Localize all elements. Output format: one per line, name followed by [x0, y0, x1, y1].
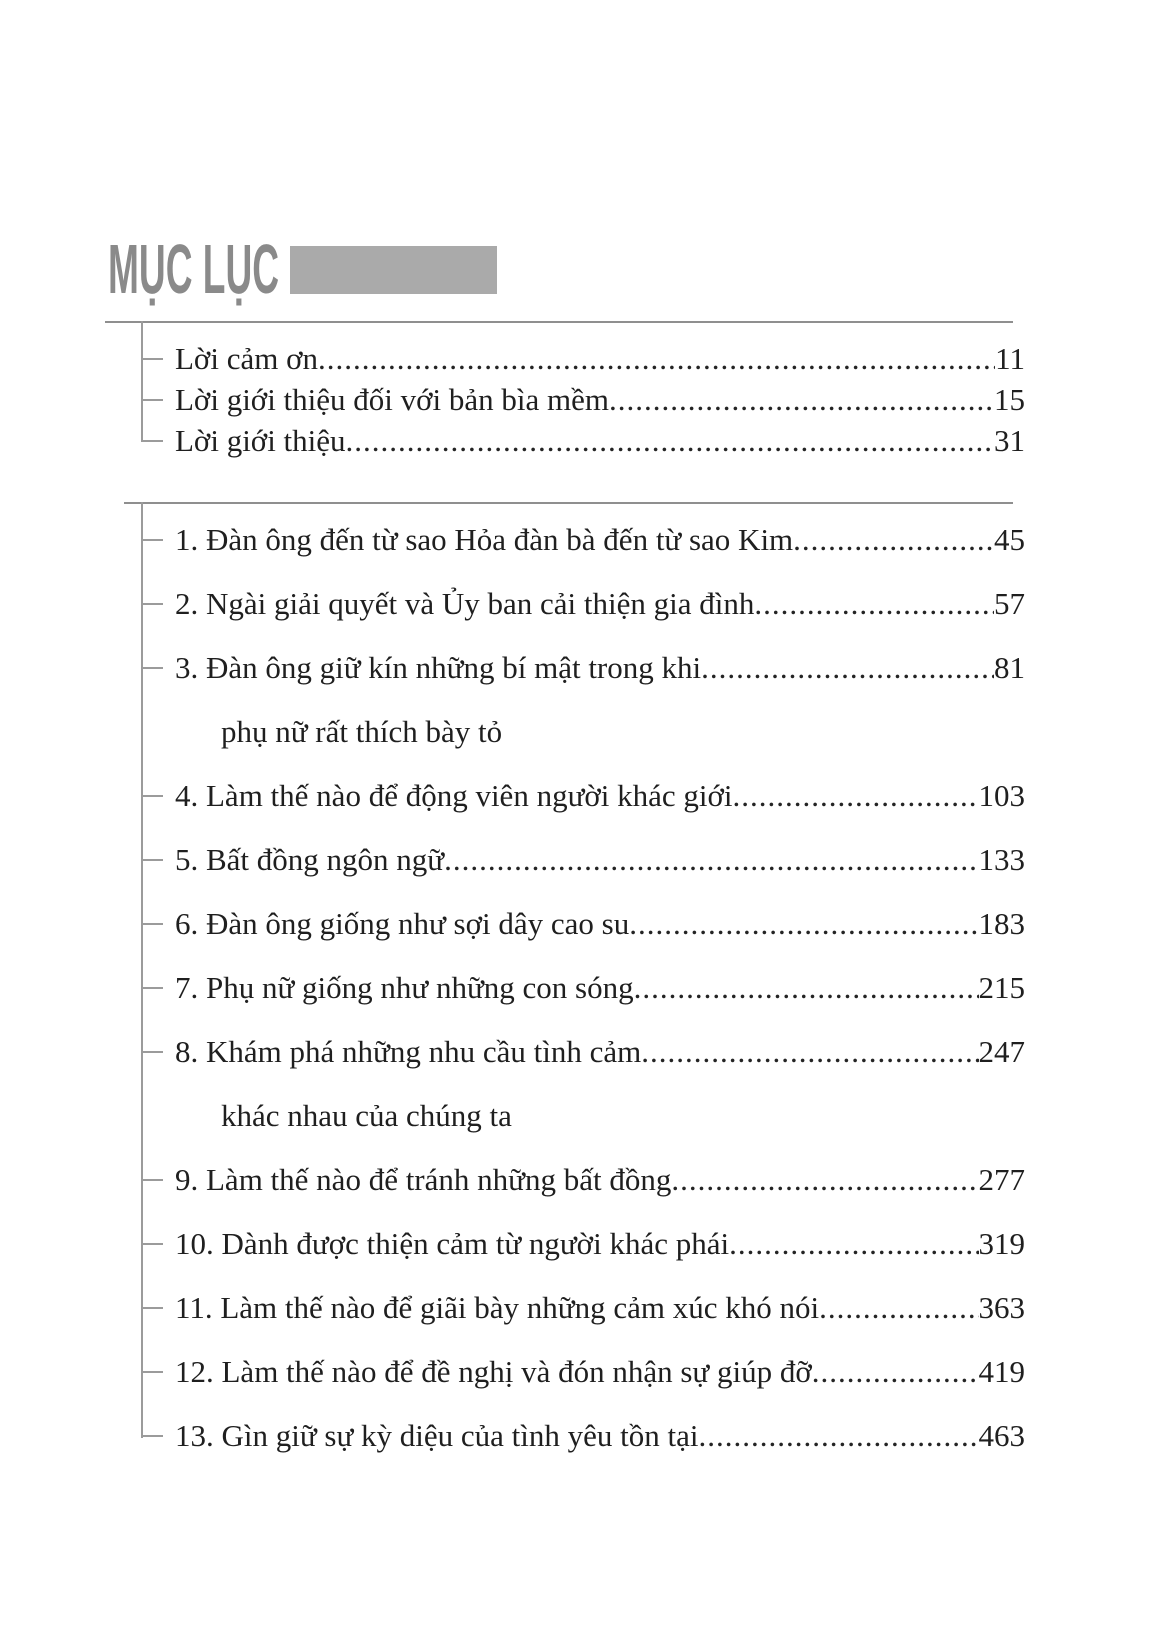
toc-entry-label: 12. Làm thế nào để đề nghị và đón nhận sự giúp đỡ — [175, 1354, 812, 1389]
page-number: 11 — [995, 341, 1025, 376]
toc-entry — [141, 1020, 1025, 1084]
dot-leader — [819, 1276, 978, 1340]
bracket-tick — [141, 603, 163, 605]
page-number: 57 — [994, 586, 1025, 621]
dot-leader — [318, 338, 995, 379]
toc-entry — [141, 956, 1025, 1020]
toc-entry — [141, 828, 1025, 892]
bracket-tick — [141, 1243, 163, 1245]
bracket-tick — [141, 358, 163, 360]
page-number: 133 — [978, 842, 1025, 877]
toc-entry-label: Lời giới thiệu — [175, 423, 346, 458]
dot-leader — [754, 572, 994, 636]
dot-leader — [629, 892, 978, 956]
dot-leader — [671, 1148, 978, 1212]
toc-entry-label: 3. Đàn ông giữ kín những bí mật trong khi — [175, 650, 702, 685]
toc-entry — [141, 636, 1025, 700]
toc-entry-label: 7. Phụ nữ giống như những con sóng — [175, 970, 634, 1005]
dot-leader — [444, 828, 978, 892]
page-number: 103 — [978, 778, 1025, 813]
dot-leader — [634, 956, 979, 1020]
bracket-tick — [141, 923, 163, 925]
divider-line-chapters — [124, 502, 1013, 504]
bracket-tick — [141, 539, 163, 541]
title-decoration-bar — [290, 246, 497, 294]
dot-leader — [793, 508, 994, 572]
toc-entry-continuation — [141, 700, 1025, 764]
front-matter-list — [141, 338, 1025, 461]
bracket-tick — [141, 399, 163, 401]
bracket-tick — [141, 987, 163, 989]
toc-entry-label: 5. Bất đồng ngôn ngữ — [175, 842, 445, 877]
toc-entry — [141, 764, 1025, 828]
bracket-tick — [141, 667, 163, 669]
page-number: 247 — [978, 1034, 1025, 1069]
page-number: 419 — [978, 1354, 1025, 1389]
bracket-tick — [141, 1435, 163, 1437]
bracket-tick — [141, 1179, 163, 1181]
dot-leader — [729, 1212, 978, 1276]
toc-entry-label: 11. Làm thế nào để giãi bày những cảm xúc khó nói — [175, 1290, 820, 1325]
page-number: 463 — [978, 1418, 1025, 1453]
dot-leader — [701, 636, 994, 700]
bracket-tick — [141, 1051, 163, 1053]
toc-entry — [141, 1148, 1025, 1212]
bracket-tick — [141, 440, 163, 442]
toc-entry — [141, 1276, 1025, 1340]
dot-leader — [641, 1020, 978, 1084]
toc-entry — [141, 1212, 1025, 1276]
page-number: 215 — [978, 970, 1025, 1005]
toc-entry-label: 10. Dành được thiện cảm từ người khác phái — [175, 1226, 730, 1261]
toc-entry — [141, 1404, 1025, 1468]
dot-leader — [346, 420, 994, 461]
page-number: 15 — [994, 382, 1025, 417]
toc-entry-continuation — [141, 1084, 1025, 1148]
divider-line-top — [105, 321, 1013, 323]
page-number: 277 — [978, 1162, 1025, 1197]
chapter-list — [141, 508, 1025, 1468]
toc-entry — [141, 1340, 1025, 1404]
page-number: 31 — [994, 423, 1025, 458]
toc-entry-label: 8. Khám phá những nhu cầu tình cảm — [175, 1034, 642, 1069]
toc-entry — [141, 338, 1025, 379]
bracket-tick — [141, 1371, 163, 1373]
bracket-tick — [141, 1307, 163, 1309]
toc-entry-label: 4. Làm thế nào để động viên người khác giới — [175, 778, 733, 813]
dot-leader — [609, 379, 994, 420]
page-number: 363 — [978, 1290, 1025, 1325]
toc-entry-label: 1. Đàn ông đến từ sao Hỏa đàn bà đến từ sao Kim — [175, 522, 794, 557]
page-number: 45 — [994, 522, 1025, 557]
page-number: 81 — [994, 650, 1025, 685]
toc-entry-label: khác nhau của chúng ta — [221, 1098, 512, 1133]
dot-leader — [812, 1340, 979, 1404]
toc-entry — [141, 420, 1025, 461]
page-number: 319 — [978, 1226, 1025, 1261]
toc-entry-label: 13. Gìn giữ sự kỳ diệu của tình yêu tồn tại — [175, 1418, 699, 1453]
toc-entry — [141, 892, 1025, 956]
toc-entry — [141, 572, 1025, 636]
bracket-tick — [141, 795, 163, 797]
toc-entry-label: Lời giới thiệu đối với bản bìa mềm — [175, 382, 610, 417]
bracket-tick — [141, 859, 163, 861]
page-title: MỤC LỤC — [108, 230, 280, 308]
toc-entry-label: phụ nữ rất thích bày tỏ — [221, 714, 503, 749]
toc-entry — [141, 379, 1025, 420]
dot-leader — [699, 1404, 979, 1468]
dot-leader — [733, 764, 979, 828]
toc-entry — [141, 508, 1025, 572]
toc-entry-label: 2. Ngài giải quyết và Ủy ban cải thiện gia đình — [175, 586, 755, 621]
toc-entry-label: Lời cảm ơn — [175, 341, 318, 376]
toc-entry-label: 6. Đàn ông giống như sợi dây cao su — [175, 906, 630, 941]
toc-entry-label: 9. Làm thế nào để tránh những bất đồng — [175, 1162, 672, 1197]
page-number: 183 — [978, 906, 1025, 941]
